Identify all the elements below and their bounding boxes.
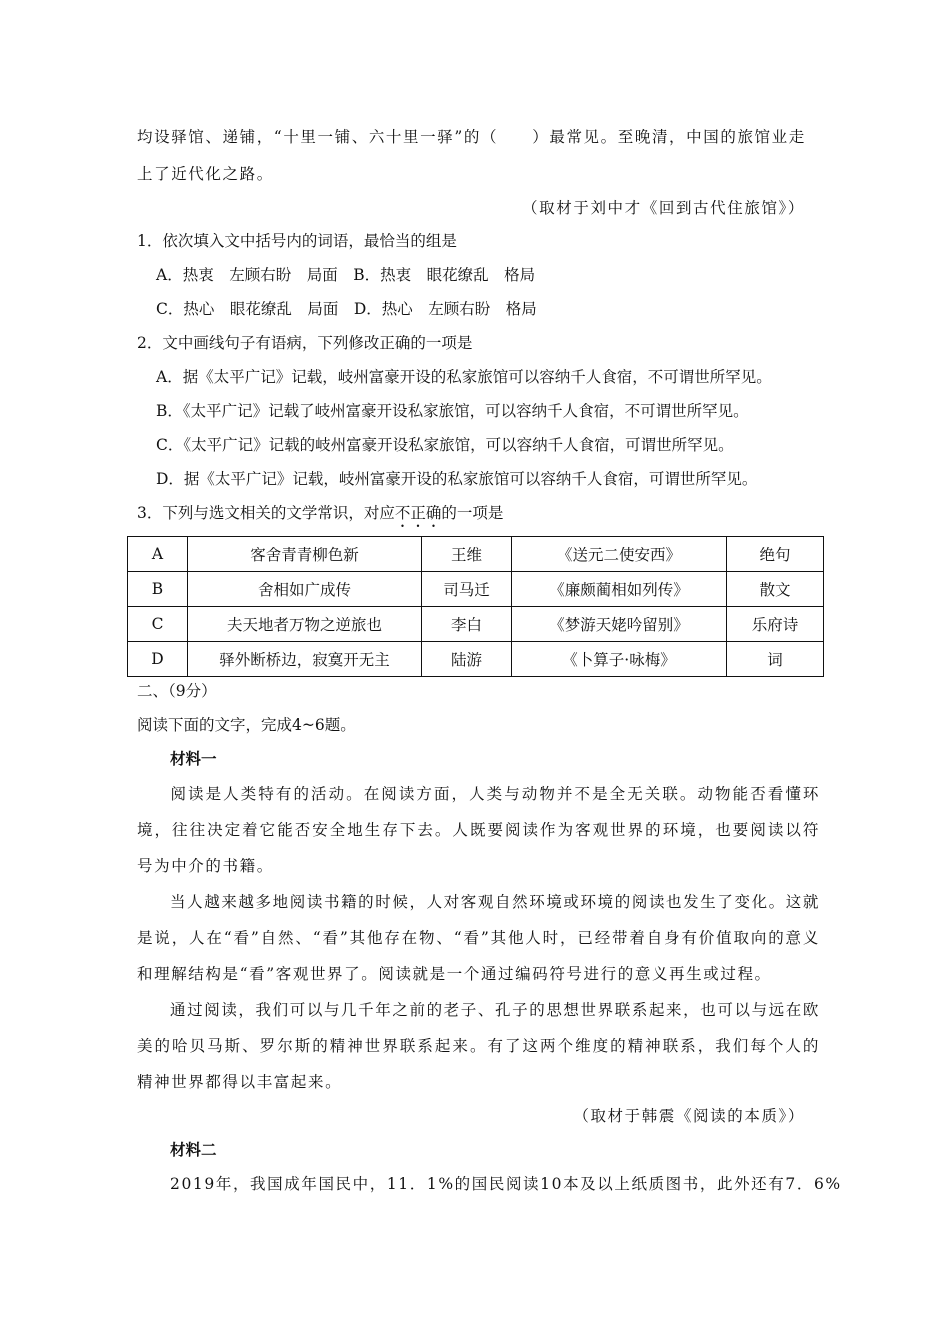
row-letter: D <box>128 642 188 677</box>
material-1-paragraph-3 <box>137 992 820 1100</box>
question-2-option-c: C．《太平广记》记载的岐州富豪开设私家旅馆，可以容纳千人食宿，可谓世所罕见。 <box>156 436 734 454</box>
question-3-stem <box>137 502 503 531</box>
poem-line: 客舍青青柳色新 <box>188 537 422 572</box>
row-letter: B <box>128 572 188 607</box>
section-heading: 二、（9分） <box>137 682 217 700</box>
paragraph-text: 当人越来越多地阅读书籍的时候，人对客观自然环境或环境的阅读也发生了变化。这就是说，人在“看”自然、“看”其他存在物、“看”其他人时，已经带着自身有价值取向的意义和理解结构是“看”客观世界了。阅读就是一个通过编码符号进行的意义再生或过程。 <box>137 893 820 983</box>
paragraph-text: 通过阅读，我们可以与几千年之前的老子、孔子的思想世界联系起来，也可以与远在欧美的哈贝马斯、罗尔斯的精神世界联系起来。有了这两个维度的精神联系，我们每个人的精神世界都得以丰富起来。 <box>137 1001 820 1091</box>
genre: 乐府诗 <box>727 607 824 642</box>
source-citation-1: （取材于刘中才《回到古代住旅馆》） <box>522 199 805 217</box>
question-2-option-a: A．据《太平广记》记载，岐州富豪开设的私家旅馆可以容纳千人食宿，不可谓世所罕见。 <box>156 368 772 386</box>
material-2-paragraph-1: 2019年，我国成年国民中，11．1%的国民阅读10本及以上纸质图书，此外还有7．6% <box>170 1175 842 1193</box>
question-2-stem: 2．文中画线句子有语病，下列修改正确的一项是 <box>137 334 473 352</box>
question-3-stem-end: 的一项是 <box>441 504 504 522</box>
table-row <box>128 537 824 572</box>
question-3-emphasis: 不正确 <box>394 504 442 522</box>
passage-line-2: 上了近代化之路。 <box>137 165 274 183</box>
literature-table <box>127 536 824 677</box>
genre: 绝句 <box>727 537 824 572</box>
row-letter: A <box>128 537 188 572</box>
material-1-paragraph-1 <box>137 776 820 884</box>
question-3-stem-start: 3．下列与选文相关的文学常识，对应 <box>137 504 395 522</box>
author: 陆游 <box>422 642 512 677</box>
table-row <box>128 642 824 677</box>
author: 司马迁 <box>422 572 512 607</box>
question-2-option-b: B．《太平广记》记载了岐州富豪开设私家旅馆，可以容纳千人食宿，不可谓世所罕见。 <box>156 402 749 420</box>
poem-line: 夫天地者万物之逆旅也 <box>188 607 422 642</box>
source-citation-2: （取材于韩震《阅读的本质》） <box>573 1107 805 1125</box>
genre: 词 <box>727 642 824 677</box>
question-1-options-row-1: A．热衷 左顾右盼 局面 B．热衷 眼花缭乱 格局 <box>156 266 536 284</box>
work-title: 《卜算子·咏梅》 <box>512 642 727 677</box>
author: 李白 <box>422 607 512 642</box>
work-title: 《梦游天姥吟留别》 <box>512 607 727 642</box>
table-row <box>128 572 824 607</box>
question-2-option-d: D．据《太平广记》记载，岐州富豪开设的私家旅馆可以容纳千人食宿，可谓世所罕见。 <box>156 470 758 488</box>
row-letter: C <box>128 607 188 642</box>
section-instruction: 阅读下面的文字，完成4~6题。 <box>137 716 356 734</box>
genre: 散文 <box>727 572 824 607</box>
work-title: 《送元二使安西》 <box>512 537 727 572</box>
paragraph-text: 阅读是人类特有的活动。在阅读方面，人类与动物并不是全无关联。动物能否看懂环境，往往决定着它能否安全地生存下去。人既要阅读作为客观世界的环境，也要阅读以符号为中介的书籍。 <box>137 785 820 875</box>
author: 王维 <box>422 537 512 572</box>
table-row <box>128 607 824 642</box>
passage-line-1: 均设驿馆、递铺，“十里一铺、六十里一驿”的（ ）最常见。至晚清，中国的旅馆业走 <box>137 128 806 146</box>
question-1-options-row-2: C．热心 眼花缭乱 局面 D．热心 左顾右盼 格局 <box>156 300 537 318</box>
material-1-paragraph-2 <box>137 884 820 992</box>
work-title: 《廉颇蔺相如列传》 <box>512 572 727 607</box>
question-1-stem: 1．依次填入文中括号内的词语，最恰当的组是 <box>137 232 457 250</box>
material-1-title: 材料一 <box>170 749 217 768</box>
material-2-title: 材料二 <box>170 1140 217 1159</box>
poem-line: 舍相如广成传 <box>188 572 422 607</box>
poem-line: 驿外断桥边，寂寞开无主 <box>188 642 422 677</box>
